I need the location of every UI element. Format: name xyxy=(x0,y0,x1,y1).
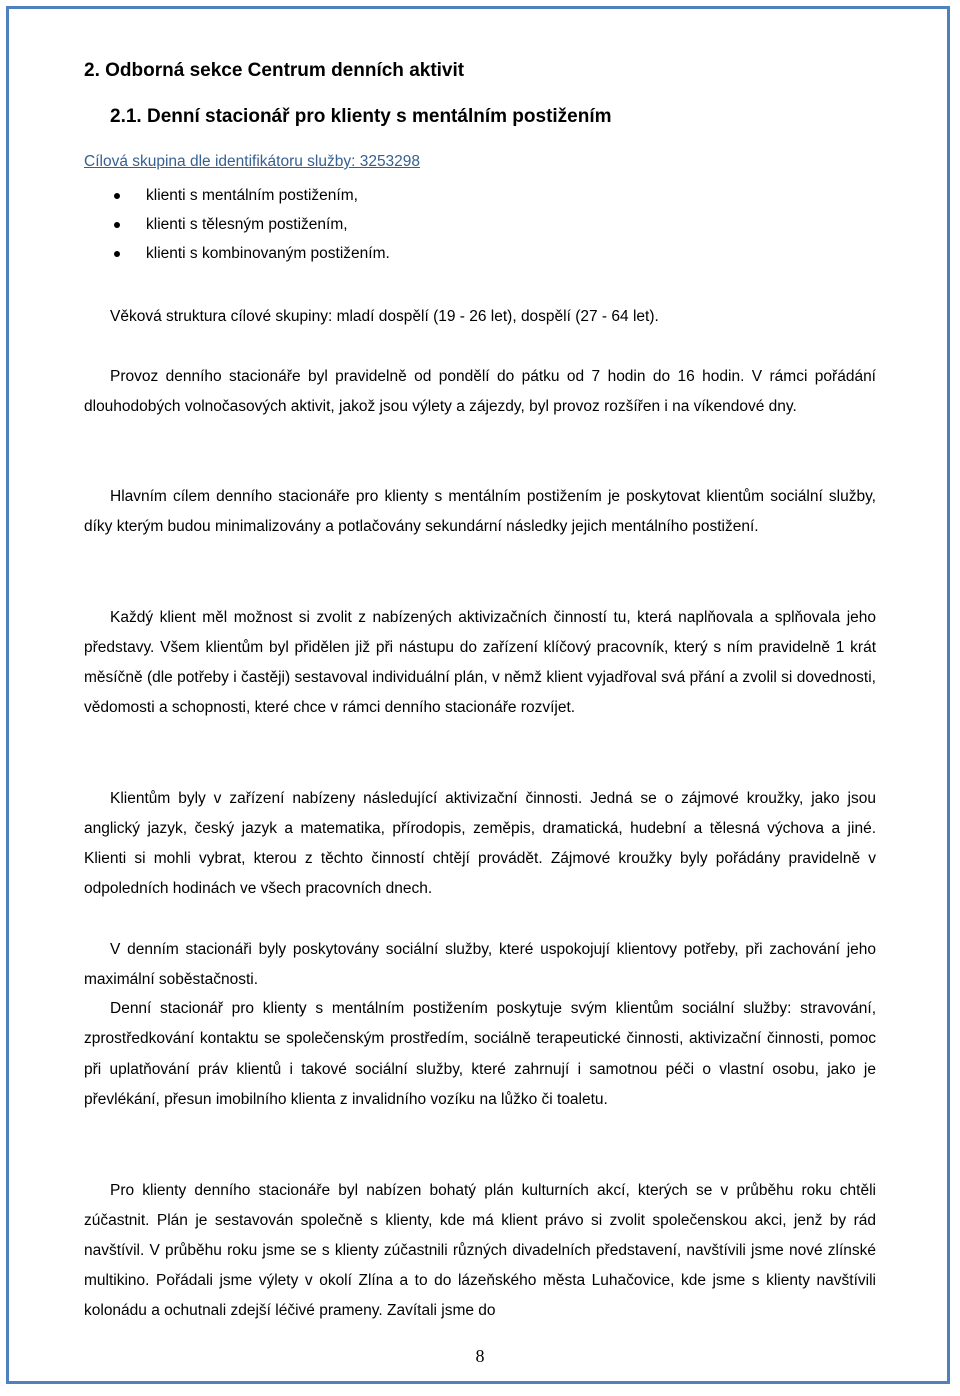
list-item: klienti s kombinovaným postižením. xyxy=(110,239,390,268)
page-number: 8 xyxy=(475,1346,485,1366)
paragraph-cultural-events: Pro klienty denního stacionáře byl nabízen bohatý plán kulturních akcí, kterých se v průběhu roku chtěli zúčastnit. Plán je sestavován společně s klienty, kde má klient právo si zvolit společenskou akci, jenž by rád navštívil. V průběhu roku jsme se s klienty zúčastnili různých divadelních představení, navštívili jsme nové zlínské multikino. Pořádali jsme výlety v okolí Zlína a to do lázeňského města Luhačovice, kde jsme s klienty navštívili kolonádu a ochutnali zdejší léčivé prameny. Zavítali jsme do xyxy=(84,1182,876,1319)
subsection-heading: 2.1. Denní stacionář pro klienty s mentálním postižením xyxy=(110,106,612,127)
paragraph-social-services: Denní stacionář pro klienty s mentálním postižením poskytuje svým klientům sociální služby: stravování, zprostředkování kontaktu se společenským prostředím, sociálně terapeutické činnosti, aktivizační činnosti, pomoc při uplatňování práv klientů i takové sociální služby, které zahrnují i samotnou péči o vlastní osobu, jako je převlékání, přesun imobilního klienta z invalidního vozíku na lůžko či toaletu. xyxy=(84,1000,876,1108)
paragraph-main-goal: Hlavním cílem denního stacionáře pro klienty s mentálním postižením je poskytovat klientům sociální služby, díky kterým budou minimalizovány a potlačovány sekundární následky jejich mentálního postižení. xyxy=(84,488,876,535)
list-item: klienti s tělesným postižením, xyxy=(110,210,390,239)
list-item: klienti s mentálním postižením, xyxy=(110,181,390,210)
target-group-line: Cílová skupina dle identifikátoru služby: 3253298 xyxy=(84,153,421,170)
paragraph-activities: Klientům byly v zařízení nabízeny následující aktivizační činnosti. Jedná se o zájmové kroužky, jako jsou anglický jazyk, český jazyk a matematika, přírodopis, zeměpis, dramatická, hudební a tělesná výchova a jiné. Klienti si mohli vybrat, kterou z těchto činností chtějí provádět. Zájmové kroužky byly pořádány pravidelně v odpoledních hodinách ve všech pracovních dnech. xyxy=(84,790,876,897)
paragraph-services: V denním stacionáři byly poskytovány sociální služby, které uspokojují klientovy potřeby, při zachování jeho maximální soběstačnosti. xyxy=(84,941,876,988)
paragraph-age-structure: Věková struktura cílové skupiny: mladí dospělí (19 - 26 let), dospělí (27 - 64 let). xyxy=(110,308,659,325)
client-bullet-list xyxy=(110,181,390,268)
section-heading: 2. Odborná sekce Centrum denních aktivit xyxy=(84,60,465,81)
paragraph-operation: Provoz denního stacionáře byl pravidelně od pondělí do pátku od 7 hodin do 16 hodin. V rámci pořádání dlouhodobých volnočasových aktivit, jakož jsou výlety a zájezdy, byl provoz rozšířen i na víkendové dny. xyxy=(84,368,876,415)
paragraph-individual-plan: Každý klient měl možnost si zvolit z nabízených aktivizačních činností tu, která naplňovala a splňovala jeho představy. Všem klientům byl přidělen již při nástupu do zařízení klíčový pracovník, který s ním pravidelně 1 krát měsíčně (dle potřeby i častěji) sestavoval individuální plán, v němž klient vyjadřoval svá přání a zvolil si dovednosti, vědomosti a schopnosti, které chce v rámci denního stacionáře rozvíjet. xyxy=(84,609,876,716)
